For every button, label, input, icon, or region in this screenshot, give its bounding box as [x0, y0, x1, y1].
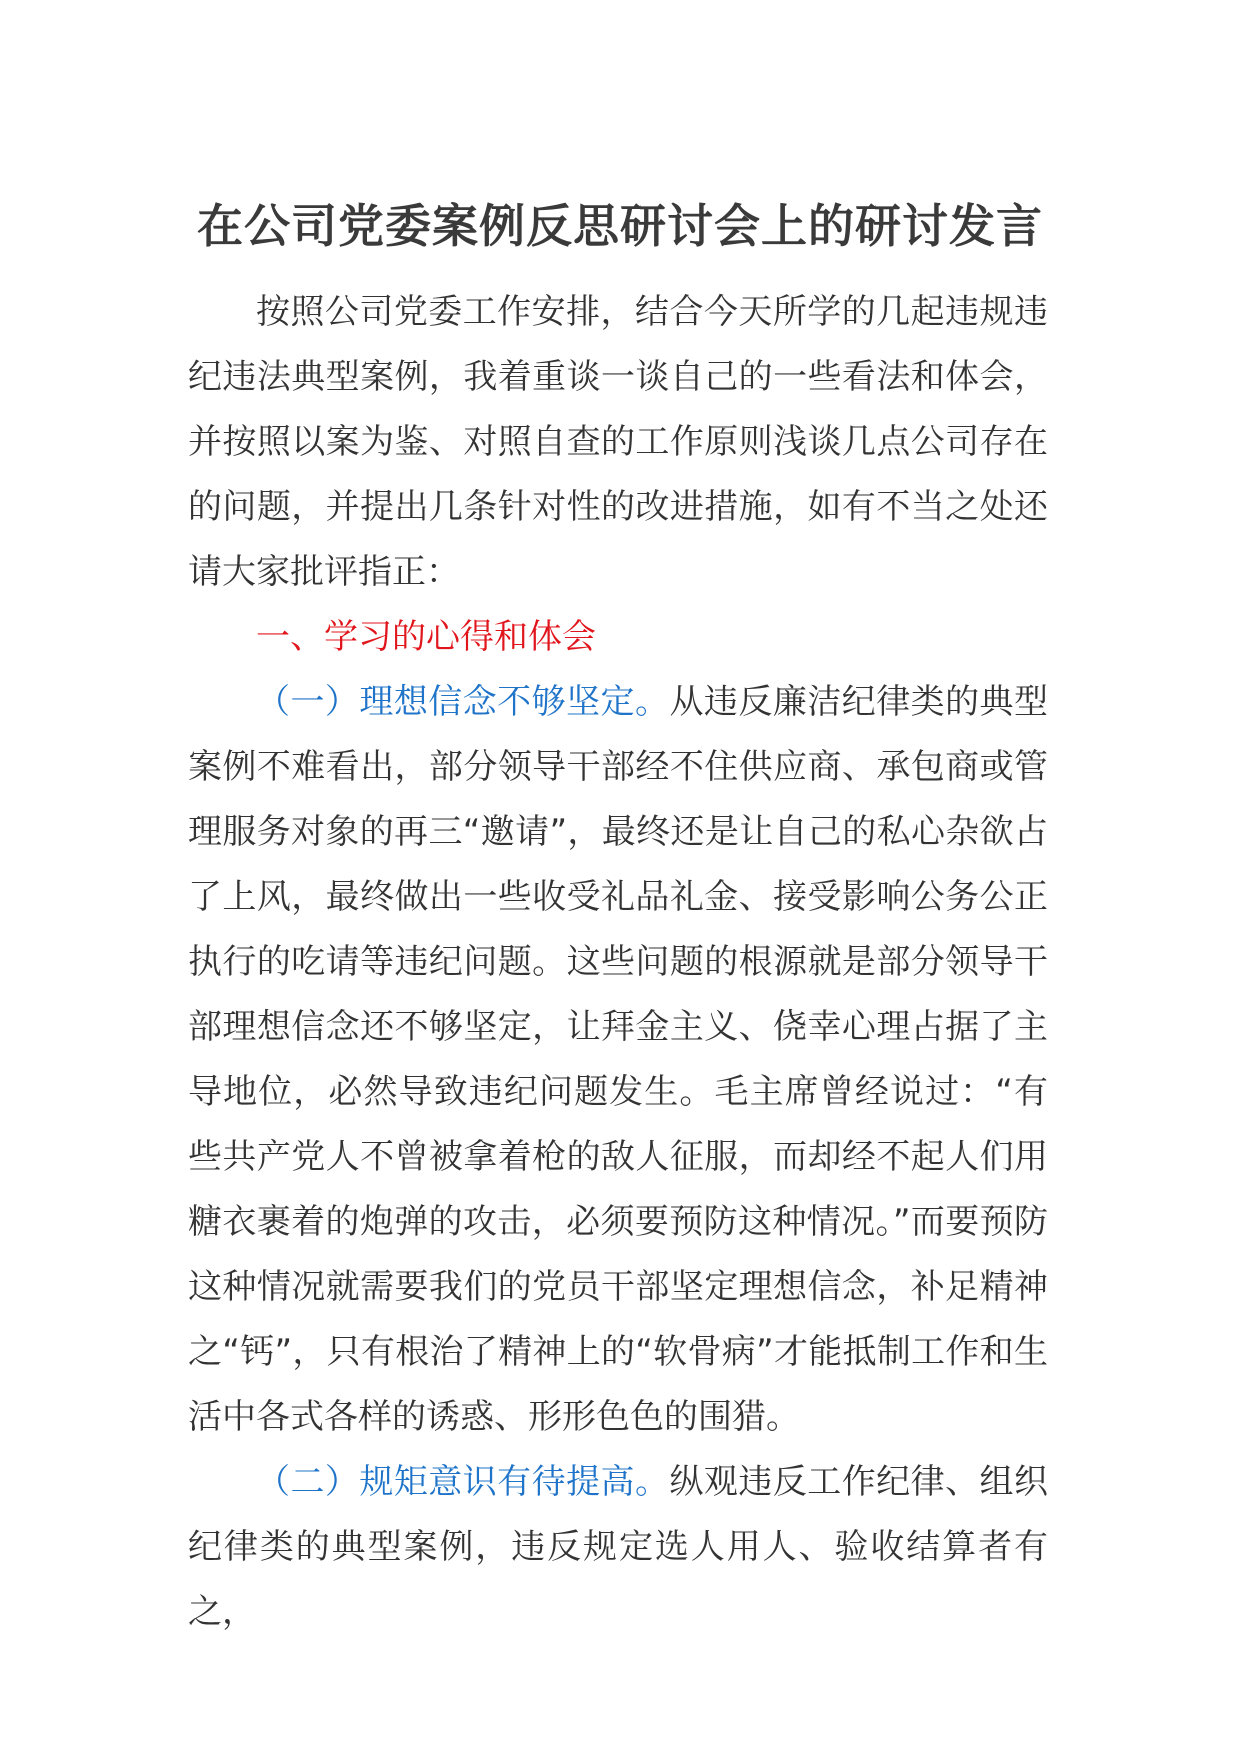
point-1-text: 从违反廉洁纪律类的典型案例不难看出，部分领导干部经不住供应商、承包商或管理服务对象的再三“邀请”，最终还是让自己的私心杂欲占了上风，最终做出一些收受礼品礼金、接受影响公务公正执行的吃请等违纪问题。这些问题的根源就是部分领导干部理想信念还不够坚定，让拜金主义、侥幸心理占据了主导地位，必然导致违纪问题发生。毛主席曾经说过：“有些共产党人不曾被拿着枪的敌人征服，而却经不起人们用糖衣裹着的炮弹的攻击，必须要预防这种情况。”而要预防这种情况就需要我们的党员干部坚定理想信念，补足精神之“钙”，只有根治了精神上的“软骨病”才能抵制工作和生活中各式各样的诱惑、形形色色的围猎。 — [188, 682, 1049, 1437]
document-body — [188, 280, 1048, 1645]
point-2-heading: （二）规矩意识有待提高。 — [256, 1462, 670, 1502]
point-2-paragraph — [188, 1450, 1048, 1645]
intro-paragraph: 按照公司党委工作安排，结合今天所学的几起违规违纪违法典型案例，我着重谈一谈自己的一些看法和体会，并按照以案为鉴、对照自查的工作原则浅谈几点公司存在的问题，并提出几条针对性的改进措施，如有不当之处还请大家批评指正： — [188, 292, 1048, 592]
point-1-heading: （一）理想信念不够坚定。 — [256, 682, 670, 722]
point-2-text: 纵观违反工作纪律、组织纪律类的典型案例，违反规定选人用人、验收结算者有之， — [188, 1462, 1049, 1632]
section-heading-1: 一、学习的心得和体会 — [256, 617, 596, 657]
document-title: 在公司党委案例反思研讨会上的研讨发言 — [197, 199, 1043, 253]
point-1-paragraph — [188, 670, 1048, 1450]
